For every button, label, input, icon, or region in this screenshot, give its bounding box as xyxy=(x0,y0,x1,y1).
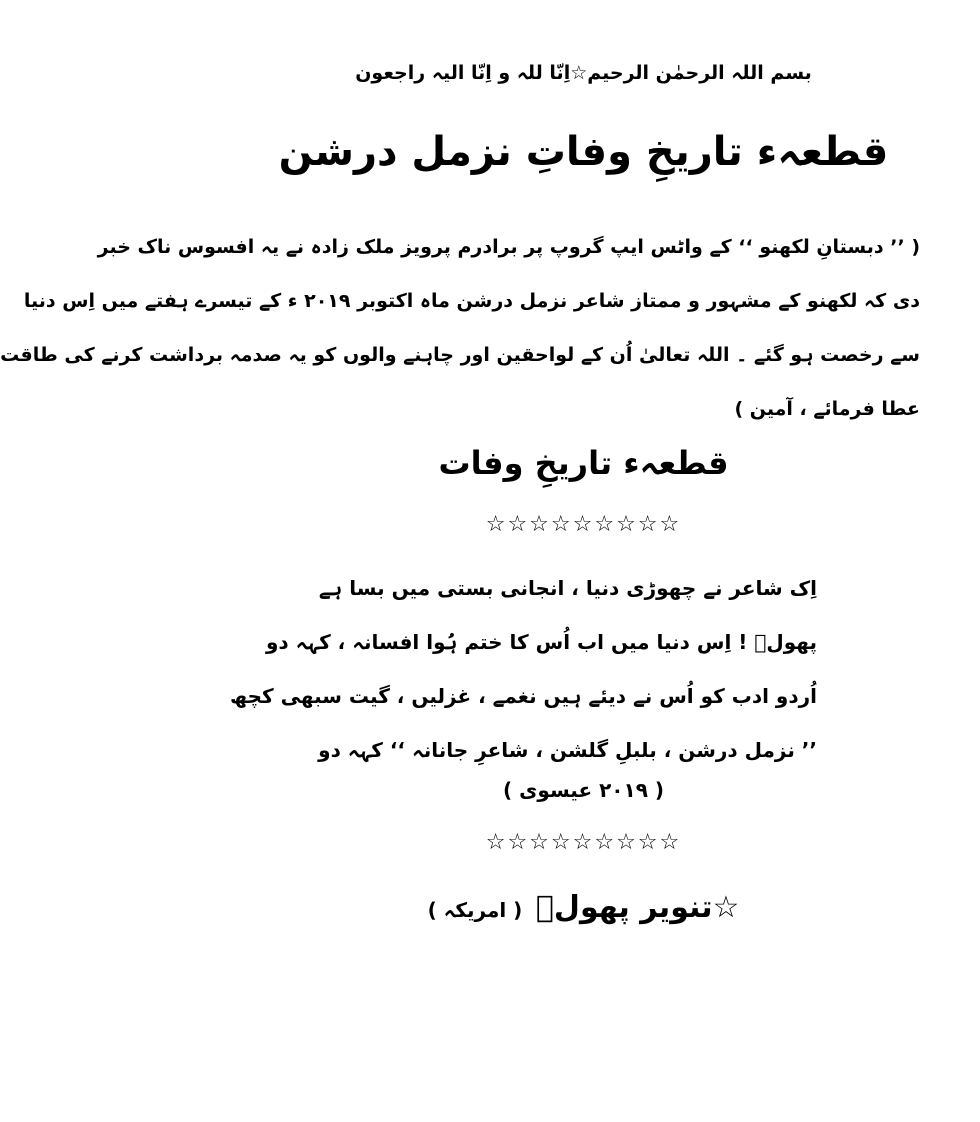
intro-line: ( ’’ دبستانِ لکھنو ‘‘ کے واٹس ایپ گروپ پر برادرم پرویز ملک زادہ نے یہ افسوس ناک خبر xyxy=(97,236,920,258)
poem-verse: اُردو ادب کو اُس نے دیئے ہیں نغمے ، غزلیں ، گیت سبھی کچھ xyxy=(230,684,817,708)
author-signature xyxy=(187,890,980,925)
poem-verse: اِک شاعر نے چھوڑی دنیا ، انجانی بستی میں بسا ہے xyxy=(318,576,817,600)
page-title: قطعہء تاریخِ وفاتِ نزمل درشن xyxy=(278,129,889,175)
author-name: ☆تنویر پھولؔ xyxy=(535,890,740,925)
intro-line: عطا فرمائے ، آمین ) xyxy=(734,398,920,420)
star-separator-top: ☆☆☆☆☆☆☆☆☆ xyxy=(485,512,682,537)
star-separator-bottom: ☆☆☆☆☆☆☆☆☆ xyxy=(485,830,682,855)
poem-verse: ’’ نزمل درشن ، بلبلِ گلشن ، شاعرِ جانانہ ‘‘ کہہ دو xyxy=(318,738,817,762)
author-location: ( امریکہ ) xyxy=(427,898,523,922)
intro-line: سے رخصت ہو گئے ۔ اللہ تعالیٰ اُن کے لواحقین اور چاہنے والوں کو یہ صدمہ برداشت کرنے کی طاقت xyxy=(0,344,920,366)
year-line: ( ۲۰۱۹ عیسوی ) xyxy=(502,778,665,802)
poem-verse: پھولؔ ! اِس دنیا میں اب اُس کا ختم ہُوا افسانہ ، کہہ دو xyxy=(265,630,817,654)
intro-paragraph xyxy=(0,220,920,436)
bismillah-header: بسم اللہ الرحمٰن الرحیم☆اِنّا للہ و اِنّا الیہ راجعون xyxy=(355,62,812,84)
poem-block xyxy=(230,568,817,784)
intro-line: دی کہ لکھنو کے مشہور و ممتاز شاعر نزمل درشن ماہ اکتوبر ۲۰۱۹ ء کے تیسرے ہفتے میں اِس دنیا xyxy=(23,290,920,312)
section-title: قطعہء تاریخِ وفات xyxy=(438,444,729,482)
